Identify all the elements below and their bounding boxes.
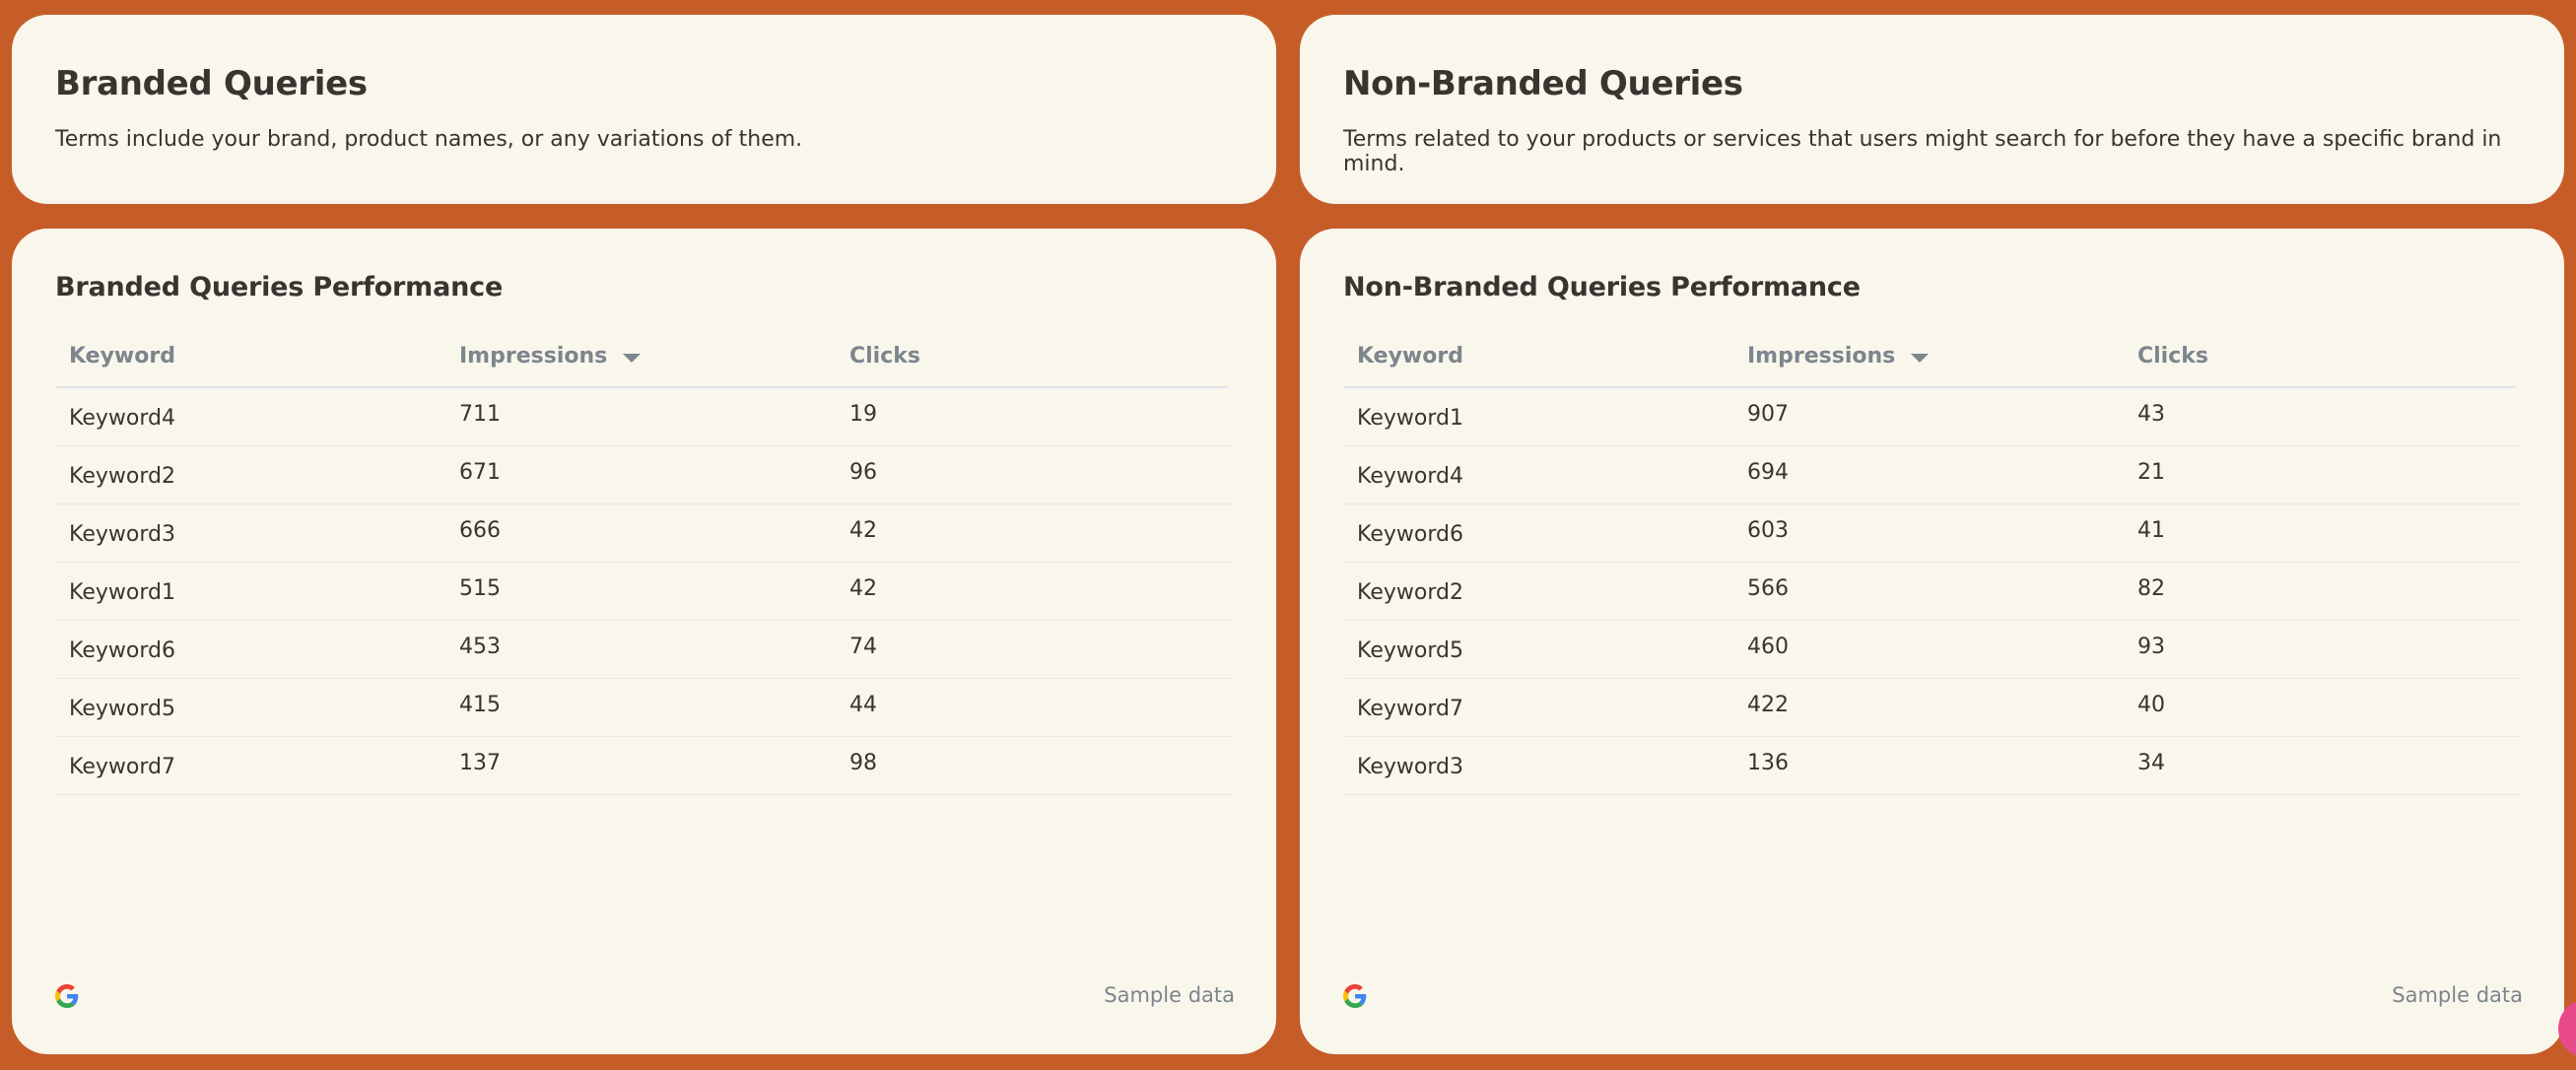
table-header: [55, 327, 1228, 388]
keyword-cell: Keyword4: [1357, 464, 1463, 489]
branded-performance-title: Branded Queries Performance: [55, 272, 504, 302]
clicks-cell: 41: [2137, 518, 2165, 543]
impressions-cell: 566: [1747, 576, 1789, 601]
column-header-keyword[interactable]: Keyword: [69, 344, 175, 368]
impressions-cell: 711: [459, 402, 501, 427]
keyword-cell: Keyword7: [1357, 697, 1463, 721]
branded-queries-description: Terms include your brand, product names, or any variations of them.: [55, 127, 803, 152]
keyword-cell: Keyword4: [69, 406, 175, 431]
clicks-cell: 43: [2137, 402, 2165, 427]
clicks-cell: 42: [849, 576, 877, 601]
keyword-cell: Keyword3: [69, 522, 175, 547]
keyword-cell: Keyword6: [69, 638, 175, 663]
column-header-clicks[interactable]: Clicks: [2137, 344, 2208, 368]
table-row[interactable]: [1343, 504, 2521, 563]
keyword-cell: Keyword6: [1357, 522, 1463, 547]
impressions-cell: 137: [459, 751, 501, 775]
column-header-keyword[interactable]: Keyword: [1357, 344, 1463, 368]
impressions-cell: 694: [1747, 460, 1789, 485]
keyword-cell: Keyword1: [69, 580, 175, 605]
clicks-cell: 42: [849, 518, 877, 543]
keyword-cell: Keyword5: [69, 697, 175, 721]
impressions-cell: 515: [459, 576, 501, 601]
clicks-cell: 96: [849, 460, 877, 485]
table-row[interactable]: [1343, 621, 2521, 679]
keyword-cell: Keyword2: [1357, 580, 1463, 605]
clicks-cell: 82: [2137, 576, 2165, 601]
impressions-cell: 136: [1747, 751, 1789, 775]
keyword-cell: Keyword2: [69, 464, 175, 489]
impressions-cell: 453: [459, 635, 501, 659]
table-row[interactable]: [55, 446, 1233, 504]
nonbranded-performance-card: [1300, 229, 2564, 1054]
table-row[interactable]: [1343, 563, 2521, 621]
table-body: [1343, 388, 2521, 795]
table-row[interactable]: [1343, 737, 2521, 795]
impressions-cell: 460: [1747, 635, 1789, 659]
clicks-cell: 40: [2137, 693, 2165, 717]
impressions-cell: 907: [1747, 402, 1789, 427]
table-row[interactable]: [1343, 446, 2521, 504]
table-row[interactable]: [1343, 388, 2521, 446]
table-row[interactable]: [55, 504, 1233, 563]
table-row[interactable]: [55, 621, 1233, 679]
nonbranded-queries-description: Terms related to your products or services that users might search for before they have a specific brand in mind.: [1343, 127, 2502, 176]
table-row[interactable]: [55, 679, 1233, 737]
impressions-cell: 422: [1747, 693, 1789, 717]
google-logo-icon: [1343, 984, 1367, 1008]
keyword-cell: Keyword5: [1357, 638, 1463, 663]
clicks-cell: 44: [849, 693, 877, 717]
column-header-clicks[interactable]: Clicks: [849, 344, 920, 368]
keyword-cell: Keyword3: [1357, 755, 1463, 779]
impressions-cell: 603: [1747, 518, 1789, 543]
nonbranded-queries-title: Non-Branded Queries: [1343, 64, 1743, 103]
nonbranded-performance-title: Non-Branded Queries Performance: [1343, 272, 1861, 302]
clicks-cell: 93: [2137, 635, 2165, 659]
clicks-cell: 19: [849, 402, 877, 427]
column-header-impressions[interactable]: Impressions: [1747, 344, 1896, 368]
branded-queries-title: Branded Queries: [55, 64, 368, 103]
clicks-cell: 98: [849, 751, 877, 775]
table-row[interactable]: [55, 388, 1233, 446]
column-header-impressions[interactable]: Impressions: [459, 344, 608, 368]
sort-desc-icon[interactable]: [1911, 354, 1929, 363]
branded-performance-table: [55, 327, 1233, 795]
nonbranded-performance-table: [1343, 327, 2521, 795]
impressions-cell: 666: [459, 518, 501, 543]
clicks-cell: 74: [849, 635, 877, 659]
table-row[interactable]: [55, 563, 1233, 621]
impressions-cell: 415: [459, 693, 501, 717]
sample-data-note: Sample data: [2392, 983, 2523, 1007]
sample-data-note: Sample data: [1104, 983, 1235, 1007]
clicks-cell: 21: [2137, 460, 2165, 485]
nonbranded-queries-card: [1300, 15, 2564, 204]
table-header: [1343, 327, 2516, 388]
branded-performance-card: [12, 229, 1276, 1054]
google-logo-icon: [55, 984, 79, 1008]
branded-queries-card: [12, 15, 1276, 204]
table-body: [55, 388, 1233, 795]
sort-desc-icon[interactable]: [623, 354, 641, 363]
table-row[interactable]: [55, 737, 1233, 795]
keyword-cell: Keyword7: [69, 755, 175, 779]
table-row[interactable]: [1343, 679, 2521, 737]
impressions-cell: 671: [459, 460, 501, 485]
clicks-cell: 34: [2137, 751, 2165, 775]
keyword-cell: Keyword1: [1357, 406, 1463, 431]
